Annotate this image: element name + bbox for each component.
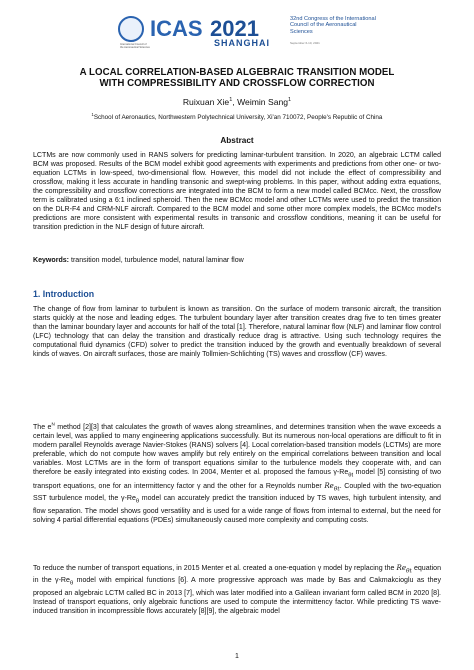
subscript: θt <box>348 472 354 479</box>
text-run: . Coupled with the two-equation SST turbulence model, the γ-Re <box>33 482 442 503</box>
math-symbol: Re <box>324 480 334 490</box>
page-number: 1 <box>235 653 239 660</box>
author-separator: , <box>232 97 238 107</box>
author-1-affil-mark: 1 <box>229 97 233 104</box>
icas-2021-wordmark <box>150 14 286 48</box>
text-run: model with empirical functions [6]. A more progressive approach was made by Bas and Cakmakcioglu as they proposed an algebraic LCTM called BC in 2013 [7], which was later modified into a Galilean invariant form called BCM in 2020 [8]. Instead of transport equations, only algebraic functions are used to compute the intermittency factor. While predicting TS wave-induced transition in incompressible flows accurately [8][9], the algebraic model <box>33 577 441 615</box>
author-list <box>30 97 444 107</box>
text-run: model can accurately predict the transition induced by TS waves, high turbulent intensity, and flow separation. The model shows good versatility and is used for a wide range of flows from internal to external, but the need for solving 4 partial differential equations (PDEs) simultaneously caused more complexity and computing costs. <box>33 495 441 524</box>
subscript: θt <box>406 568 412 575</box>
text-run: model [5] consisting of two transport equations, one for an intermittency factor γ and the other for a Reynolds number <box>33 469 442 490</box>
text-run: method [2][3] that calculates the growth of waves along streamlines, and determines transition when the wave exceeds a certain level, was applied to many engineering applications successfully. But its numerous non-local operations are difficult to fit in modern parallel Reynolds average Navier-Stokes (RANS) solvers [4]. Local correlation-based transition models (LCTMs) are more preferable, which do not compute how waves amplify but rely entirely on the empirical correlations between transition and local variables. Most LCTMs are in the form of transport equations similar to the turbulence models they cooperate with, and can therefore be easily integrated into existing codes. In 2004, Menter et al. proposed the famous γ-Re <box>33 424 441 477</box>
author-2: Weimin Sang <box>237 97 289 107</box>
wordmark-city: SHANGHAI <box>214 38 271 48</box>
intro-paragraph-1: The change of flow from laminar to turbulent is known as transition. On the surface of modern transonic aircraft, the transition starts quickly at the nose and leading edges. The turbulent boundary layer after transition creates drag five to ten times greater than the laminar boundary layer and accounts for half of the total [1]. Therefore, natural laminar flow (NLF) and laminar flow control (LFC) technology that can delay the transition and drastically reduce drag is attractive. Using such technology requires the computational fluid dynamics (CFD) solver to predict the transition induced by the growth and eventually breakdown of several kinds of waves. On aircraft surfaces, those are mainly Tollmien-Schlichting (TS) waves and crossflow (CF) waves. <box>33 306 441 359</box>
subscript: θ <box>69 580 74 587</box>
wordmark-icas: ICAS <box>150 16 203 41</box>
title-line-1: A LOCAL CORRELATION-BASED ALGEBRAIC TRANSITION MODEL <box>79 67 395 78</box>
subscript: θ <box>135 498 140 505</box>
math-symbol: Re <box>396 563 407 572</box>
section-heading-introduction: 1. Introduction <box>33 289 95 299</box>
intro-paragraph-3 <box>33 563 441 616</box>
abstract-heading: Abstract <box>220 136 254 145</box>
author-2-affil-mark: 1 <box>288 97 292 104</box>
keywords-label: Keywords: <box>33 257 70 264</box>
conference-logo <box>118 14 376 52</box>
affiliation-text: School of Aeronautics, Northwestern Polytechnical University, Xi'an 710072, People's Republic of China <box>93 114 383 121</box>
icas-seal-icon <box>118 16 144 42</box>
abstract-text: LCTMs are now commonly used in RANS solvers for predicting laminar-turbulent transition. In 2020, an algebraic LCTM called BCM was proposed. Results of the BCM model exhibit good agreements with experiments and predictions from other one- or two-equation LCTMs in low-speed, two-dimensional flow. However, this model did not include the effect of compressibility and crossflow, making it less accurate in handling transonic and swept-wing problems. In this paper, without adding extra equations, the compressibility and crossflow corrections are integrated into the BCM to form a new model called BCMcc. Next, the crossflow term is calibrated using a 6:1 inclined spheroid. Then the new BCMcc model and other LCTMs were used to predict the transition on the DLR-F4 and CRM-NLF aircraft. Compared to the BCM model and some other more complex models, the BCMcc model's predictions are more consistent with experimental results in transonic and crossflow conditions, meaning it can be useful for transition prediction in the NLF design of future aircraft. <box>33 152 441 232</box>
text-run: equation in the γ-Re <box>33 565 442 585</box>
keywords-text: transition model, turbulence model, natural laminar flow <box>69 257 244 264</box>
congress-name: 32nd Congress of the International Council of the Aeronautical Sciences <box>290 16 376 35</box>
superscript: N <box>51 421 55 427</box>
subscript: θt <box>333 486 340 493</box>
intro-paragraph-2 <box>33 423 441 525</box>
paper-title <box>30 67 444 90</box>
author-1: Ruixuan Xie <box>182 97 230 107</box>
affiliation <box>30 111 444 121</box>
seal-caption: International Council of the Aeronautical Sciences <box>120 43 150 49</box>
wordmark-year: 2021 <box>210 16 259 41</box>
congress-date: September 6-10, 2021 <box>290 41 320 45</box>
keywords <box>33 256 441 265</box>
text-run: To reduce the number of transport equations, in 2015 Menter et al. created a one-equation γ model by replacing the <box>33 565 397 572</box>
text-run: The e <box>33 424 52 431</box>
title-line-2: WITH COMPRESSIBILITY AND CROSSFLOW CORRECTION <box>99 78 375 90</box>
affiliation-mark: 1 <box>91 111 94 117</box>
